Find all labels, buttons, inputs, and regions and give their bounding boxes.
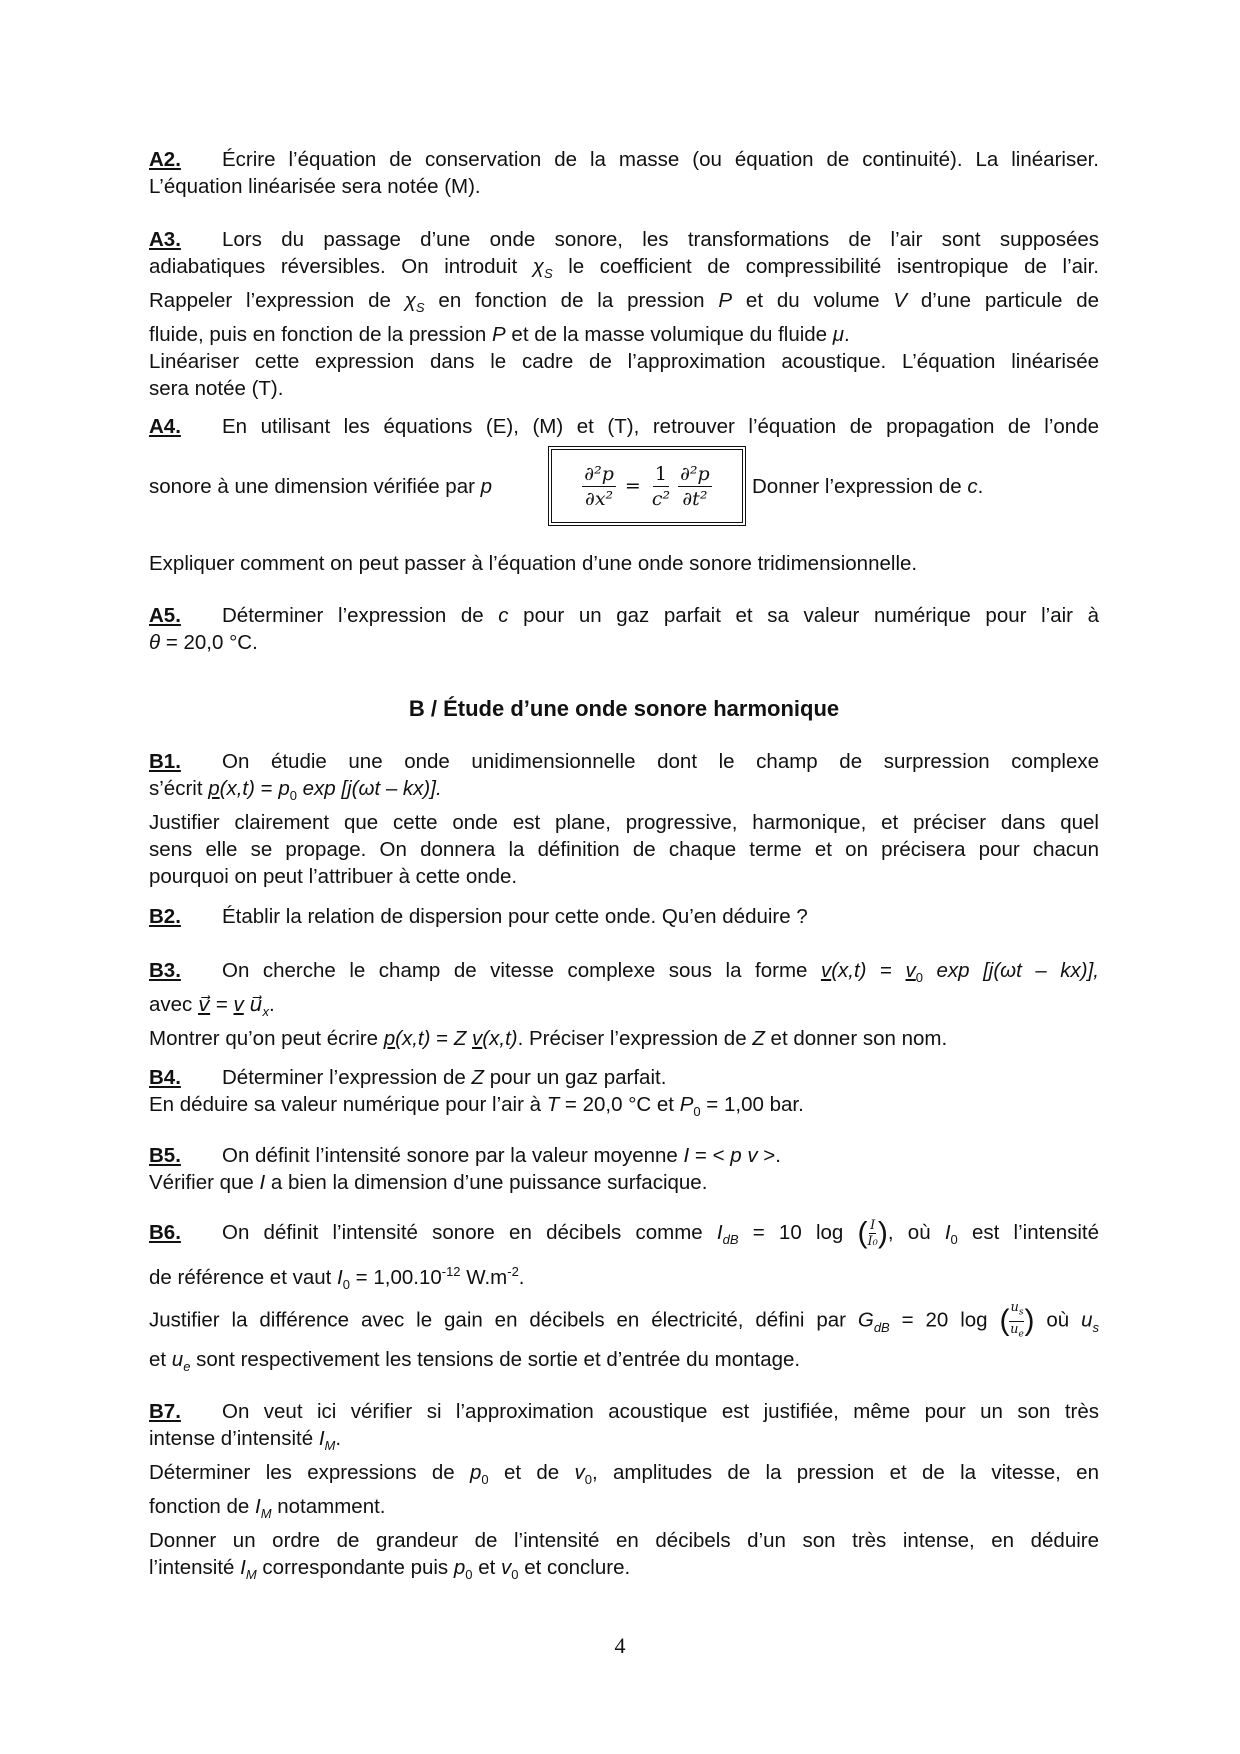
question-b4: B4. Déterminer l’expression de Z pour un gaz parfait. En déduire sa valeur numérique pour l’air à T = 20,0 °C et $P_0 = 1,00$ bar. (149, 1066, 804, 1120)
question-label: B5. (149, 1144, 181, 1167)
question-a5: A5. Déterminer l’expression de c pour un gaz parfait et sa valeur numérique pour l’air à θ = 20,0 °C. (149, 604, 1099, 654)
question-b6: B6. On définit l’intensité sonore en décibels comme $I_{dB} = 10$ log ( $\frac{I}{\text{I₀}}$ ), où $I_0$ est l’intensité de référence et vaut $I_0 = 1,00.10^{-12}$ $W.m^{-2}$. Justifier la différence avec le gain en décibels en électricité, défini par $G_{dB} = 20$ log ( $\frac{u_s}{u_e}$ ) où $u_s$ et $u_e$ sont respectivement les tensions de sortie et d’entrée du montage. (149, 1216, 1100, 1374)
question-b1: B1. On étudie une onde unidimensionnelle dont le champ de surpression complexe s’écrit $p(x,t) = p_0$ exp [j(ωt – kx)]. Justifier clairement que cette onde est plane, progressive, harmonique, et préciser dans quel sens elle se propage. On donnera la définition de chaque terme et on précisera pour chacun pourquoi on peut l’attribuer à cette onde. (149, 750, 1099, 889)
question-label: B4. (149, 1066, 181, 1089)
wave-equation-box: $\frac{\text{∂²p}}{\text{∂x²}}$ = $\frac{1}{\text{c²}}$ $\frac{\text{∂²p}}{\text{∂t²}}$ (548, 446, 746, 526)
question-label: B7. (149, 1400, 181, 1423)
question-a4: A4. En utilisant les équations (E), (M) et (T), retrouver l’équation de propagation de l’onde (149, 415, 1099, 438)
question-label: B3. (149, 959, 181, 982)
question-a2: A2. Écrire l’équation de conservation de la masse (ou équation de continuité). La linéariser. L’équation linéarisée sera notée (M). (149, 148, 1099, 198)
question-a4-tail: Expliquer comment on peut passer à l’équation d’une onde sonore tridimensionnelle. (149, 552, 918, 575)
intensity-ratio: $\frac{I}{\text{I₀}}$ (867, 1218, 878, 1250)
question-a3: A3. Lors du passage d’une onde sonore, les transformations de l’air sont supposées adiabatiques réversibles. On introduit $\chi_S$ le coefficient de compressibilité isentropique de l’air. Rappeler l’expression de $\chi_S$ en fonction de la pression P et du volume V d’une particule de fluide, puis en fonction de la pression P et de la masse volumique du fluide μ. Linéariser cette expression dans le cadre de l’approximation acoustique. L’équation linéarisée sera notée (T). (149, 228, 1100, 401)
question-b3: B3. On cherche le champ de vitesse complexe sous la forme $v(x,t) = v_0$ exp [j(ωt – kx)], avec v⃗ = v $u⃗_x$. Montrer qu’on peut écrire p(x,t) = Z v(x,t). Préciser l’expression de Z et donner son nom. (149, 959, 1099, 1051)
question-b5: B5. On définit l’intensité sonore par la valeur moyenne I = < p v >. Vérifier que I a bien la dimension d’une puissance surfacique. (149, 1144, 781, 1194)
voltage-ratio: $\frac{u_s}{u_e}$ (1010, 1300, 1024, 1340)
question-b2: B2. Établir la relation de dispersion pour cette onde. Qu’en déduire ? (149, 905, 808, 928)
question-label: B2. (149, 905, 181, 928)
question-label: B1. (149, 750, 181, 773)
question-label: A5. (149, 604, 181, 627)
question-label: B6. (149, 1221, 181, 1244)
question-label: A2. (149, 148, 181, 171)
question-label: A3. (149, 228, 181, 251)
section-b-heading: B / Étude d’une onde sonore harmonique (408, 696, 840, 721)
question-b7: B7. On veut ici vérifier si l’approximation acoustique est justifiée, même pour un son très intense d’intensité $I_M$. Déterminer les expressions de $p_0$ et de $v_0$, amplitudes de la pression et de la vitesse, en fonction de $I_M$ notamment. Donner un ordre de grandeur de l’intensité en décibels d’un son très intense, en déduire l’intensité $I_M$ correspondante puis $p_0$ et $v_0$ et conclure. (149, 1400, 1099, 1583)
wave-equation-row: sonore à une dimension vérifiée par p $\frac{\text{∂²p}}{\text{∂x²}}$ = $\frac{1}{\text{c²}}$ $\frac{\text{∂²p}}{\text{∂t²}}$ Donner l’expression de c. (149, 446, 1099, 528)
page-number: 4 (614, 1633, 626, 1658)
question-label: A4. (149, 415, 181, 438)
